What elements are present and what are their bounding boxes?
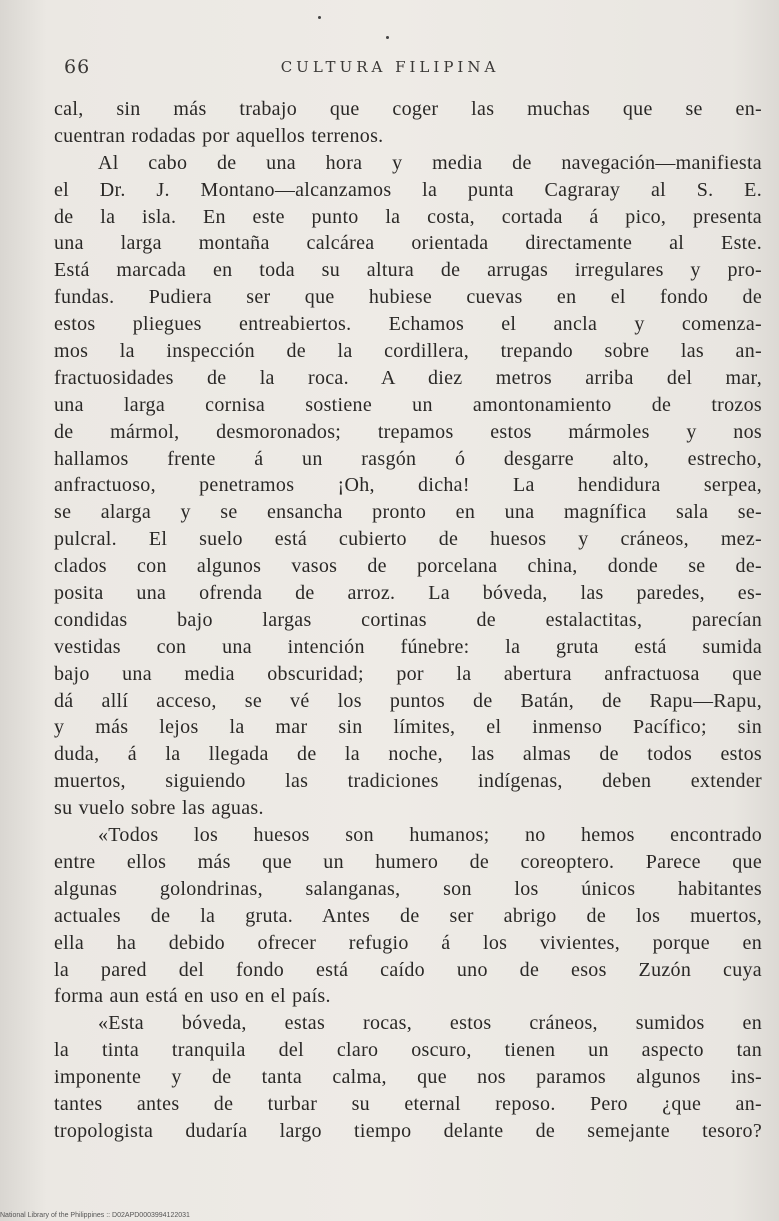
text-line: tropologista dudaría largo tiempo delante de semejante tesoro? — [54, 1119, 762, 1142]
text-line: estos pliegues entreabiertos. Echamos el ancla y comenza- — [54, 313, 762, 336]
text-line: mos la inspección de la cordillera, trepando sobre las an- — [54, 340, 762, 363]
page-number: 66 — [64, 56, 91, 78]
text-line: se alarga y se ensancha pronto en una magnífica sala se- — [54, 501, 762, 524]
text-line: «Todos los huesos son humanos; no hemos encontrado — [98, 824, 762, 847]
text-line: entre ellos más que un humero de coreoptero. Parece que — [54, 850, 762, 873]
text-line: bajo una media obscuridad; por la abertura anfractuosa que — [54, 662, 762, 685]
ink-speck — [386, 36, 389, 39]
text-line: de mármol, desmoronados; trepamos estos mármoles y nos — [54, 420, 762, 443]
text-line: posita una ofrenda de arroz. La bóveda, las paredes, es- — [54, 582, 762, 605]
text-line: ella ha debido ofrecer refugio á los vivientes, porque en — [54, 931, 762, 954]
text-line: anfractuoso, penetramos ¡Oh, dicha! La hendidura serpea, — [54, 474, 762, 497]
text-line: una larga montaña calcárea orientada directamente al Este. — [54, 232, 762, 255]
text-line: la pared del fondo está caído uno de esos Zuzón cuya — [54, 958, 762, 981]
text-line: vestidas con una intención fúnebre: la gruta está sumida — [54, 635, 762, 658]
text-line: fractuosidades de la roca. A diez metros arriba del mar, — [54, 366, 762, 389]
text-line: condidas bajo largas cortinas de estalactitas, parecían — [54, 608, 762, 631]
text-line: de la isla. En este punto la costa, cortada á pico, presenta — [54, 205, 762, 228]
text-line: actuales de la gruta. Antes de ser abrigo de los muertos, — [54, 904, 762, 927]
text-line: cal, sin más trabajo que coger las muchas que se en- — [54, 98, 762, 120]
scan-credit: National Library of the Philippines :: D02APD0003994122031 — [0, 1212, 190, 1219]
ink-speck — [318, 16, 321, 19]
page-header — [0, 56, 779, 86]
text-line: duda, á la llegada de la noche, las almas de todos estos — [54, 743, 762, 766]
text-line: hallamos frente á un rasgón ó desgarre alto, estrecho, — [54, 447, 762, 470]
text-line: una larga cornisa sostiene un amontonamiento de trozos — [54, 393, 762, 416]
text-line: muertos, siguiendo las tradiciones indígenas, deben extender — [54, 770, 762, 793]
running-title: CULTURA FILIPINA — [280, 58, 500, 76]
text-line: tantes antes de turbar su eternal reposo. Pero ¿que an- — [54, 1092, 762, 1115]
text-line: y más lejos la mar sin límites, el inmenso Pacífico; sin — [54, 716, 762, 739]
text-line: imponente y de tanta calma, que nos paramos algunos ins- — [54, 1066, 762, 1089]
text-line: fundas. Pudiera ser que hubiese cuevas en el fondo de — [54, 286, 762, 309]
text-line: dá allí acceso, se vé los puntos de Batán, de Rapu—Rapu, — [54, 689, 762, 712]
text-line: Está marcada en toda su altura de arrugas irregulares y pro- — [54, 259, 762, 282]
body-text — [54, 96, 762, 1145]
text-line: algunas golondrinas, salanganas, son los únicos habitantes — [54, 877, 762, 900]
text-line: el Dr. J. Montano—alcanzamos la punta Cagraray al S. E. — [54, 178, 762, 201]
text-line: forma aun está en uso en el país. — [54, 985, 331, 1008]
text-line: «Esta bóveda, estas rocas, estos cráneos, sumidos en — [98, 1012, 762, 1035]
text-line: la tinta tranquila del claro oscuro, tienen un aspecto tan — [54, 1039, 762, 1062]
text-line: su vuelo sobre las aguas. — [54, 797, 264, 820]
text-line: Al cabo de una hora y media de navegación—manifiesta — [98, 151, 762, 174]
text-line: pulcral. El suelo está cubierto de huesos y cráneos, mez- — [54, 528, 762, 551]
text-line: clados con algunos vasos de porcelana china, donde se de- — [54, 555, 762, 578]
text-line: cuentran rodadas por aquellos terrenos. — [54, 124, 384, 147]
